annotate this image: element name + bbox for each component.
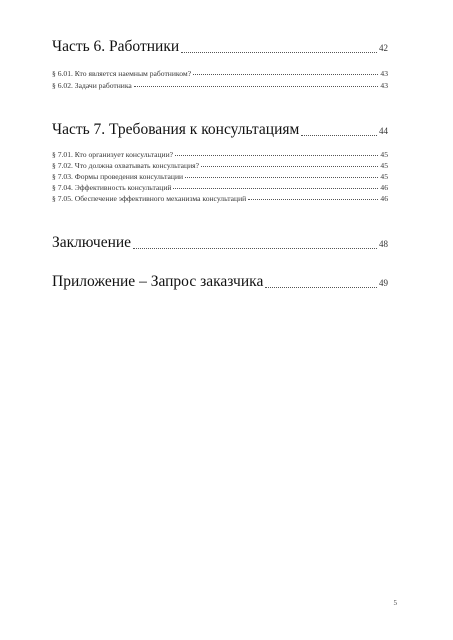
toc-entry-page: 48 xyxy=(379,239,388,249)
toc-entry-page: 44 xyxy=(379,126,388,136)
dot-leader xyxy=(134,86,379,87)
toc-entry-title: Часть 7. Требования к консультациям xyxy=(52,121,300,138)
toc-entry-part-6[interactable] xyxy=(52,38,388,56)
toc-entry-page: 43 xyxy=(380,81,388,90)
toc-entry-title: § 7.02. Что должна охватывать консультация? xyxy=(52,161,200,170)
toc-entry-page: 45 xyxy=(380,161,388,170)
toc-entry-title: § 7.04. Эффективность консультаций xyxy=(52,183,172,192)
dot-leader xyxy=(301,135,377,136)
toc-entry-page: 49 xyxy=(379,278,388,288)
toc-entry-title: Часть 6. Работники xyxy=(52,38,180,55)
toc-entry-title: § 6.02. Задачи работника xyxy=(52,81,132,90)
toc-entry-6-02[interactable] xyxy=(52,81,388,90)
toc-entry-title: § 6.01. Кто является наемным работником? xyxy=(52,69,192,78)
toc-entry-page: 45 xyxy=(380,150,388,159)
dot-leader xyxy=(173,188,378,189)
toc-entry-title: § 7.03. Формы проведения консультации xyxy=(52,172,184,181)
toc-entry-appendix[interactable] xyxy=(52,273,388,291)
toc-entry-conclusion[interactable] xyxy=(52,234,388,252)
toc-entry-page: 46 xyxy=(380,194,388,203)
toc-entry-page: 46 xyxy=(380,183,388,192)
dot-leader xyxy=(181,52,377,53)
dot-leader xyxy=(133,248,377,249)
toc-entry-title: Приложение – Запрос заказчика xyxy=(52,273,264,290)
toc-entry-7-02[interactable] xyxy=(52,161,388,170)
page-number: 5 xyxy=(393,599,397,607)
toc-entry-7-05[interactable] xyxy=(52,194,388,203)
toc-entry-title: § 7.05. Обеспечение эффективного механизма консультаций xyxy=(52,194,247,203)
toc-entry-page: 45 xyxy=(380,172,388,181)
toc-entry-6-01[interactable] xyxy=(52,69,388,78)
dot-leader xyxy=(248,199,378,200)
toc-entry-7-04[interactable] xyxy=(52,183,388,192)
dot-leader xyxy=(193,74,378,75)
toc-entry-title: Заключение xyxy=(52,234,132,251)
dot-leader xyxy=(175,155,378,156)
dot-leader xyxy=(201,166,378,167)
toc-entry-page: 42 xyxy=(379,43,388,53)
toc-entry-title: § 7.01. Кто организует консультации? xyxy=(52,150,174,159)
dot-leader xyxy=(185,177,378,178)
dot-leader xyxy=(265,287,377,288)
toc-entry-7-01[interactable] xyxy=(52,150,388,159)
toc-entry-page: 43 xyxy=(380,69,388,78)
toc-entry-part-7[interactable] xyxy=(52,121,388,139)
toc-entry-7-03[interactable] xyxy=(52,172,388,181)
